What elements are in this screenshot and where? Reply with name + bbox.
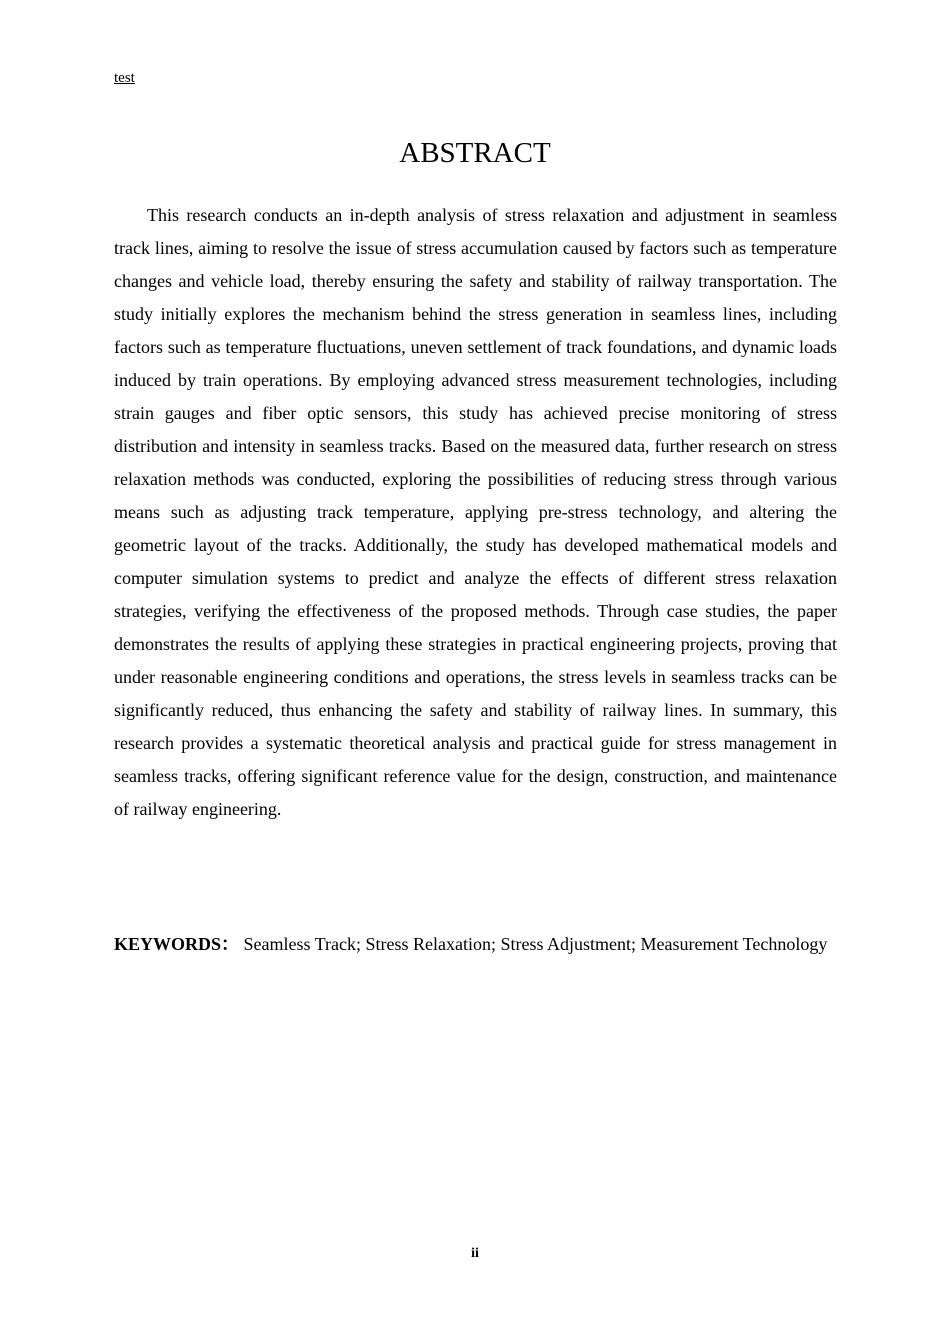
- keywords-text: Seamless Track; Stress Relaxation; Stress Adjustment; Measurement Technology: [243, 934, 828, 954]
- abstract-title: ABSTRACT: [399, 137, 551, 169]
- keywords-paragraph: [114, 928, 837, 961]
- keywords-label: KEYWORDS：: [114, 934, 240, 954]
- page-header-text: test: [114, 70, 135, 86]
- page-number: ii: [471, 1246, 479, 1261]
- abstract-body: This research conducts an in-depth analysis of stress relaxation and adjustment in seamless track lines, aiming to resolve the issue of stress accumulation caused by factors such as temperature changes and vehicle load, thereby ensuring the safety and stability of railway transportation. The study initially explores the mechanism behind the stress generation in seamless lines, including factors such as temperature fluctuations, uneven settlement of track foundations, and dynamic loads induced by train operations. By employing advanced stress measurement technologies, including strain gauges and fiber optic sensors, this study has achieved precise monitoring of stress distribution and intensity in seamless tracks. Based on the measured data, further research on stress relaxation methods was conducted, exploring the possibilities of reducing stress through various means such as adjusting track temperature, applying pre-stress technology, and altering the geometric layout of the tracks. Additionally, the study has developed mathematical models and computer simulation systems to predict and analyze the effects of different stress relaxation strategies, verifying the effectiveness of the proposed methods. Through case studies, the paper demonstrates the results of applying these strategies in practical engineering projects, proving that under reasonable engineering conditions and operations, the stress levels in seamless tracks can be significantly reduced, thus enhancing the safety and stability of railway lines. In summary, this research provides a systematic theoretical analysis and practical guide for stress management in seamless tracks, offering significant reference value for the design, construction, and maintenance of railway engineering.: [114, 205, 837, 819]
